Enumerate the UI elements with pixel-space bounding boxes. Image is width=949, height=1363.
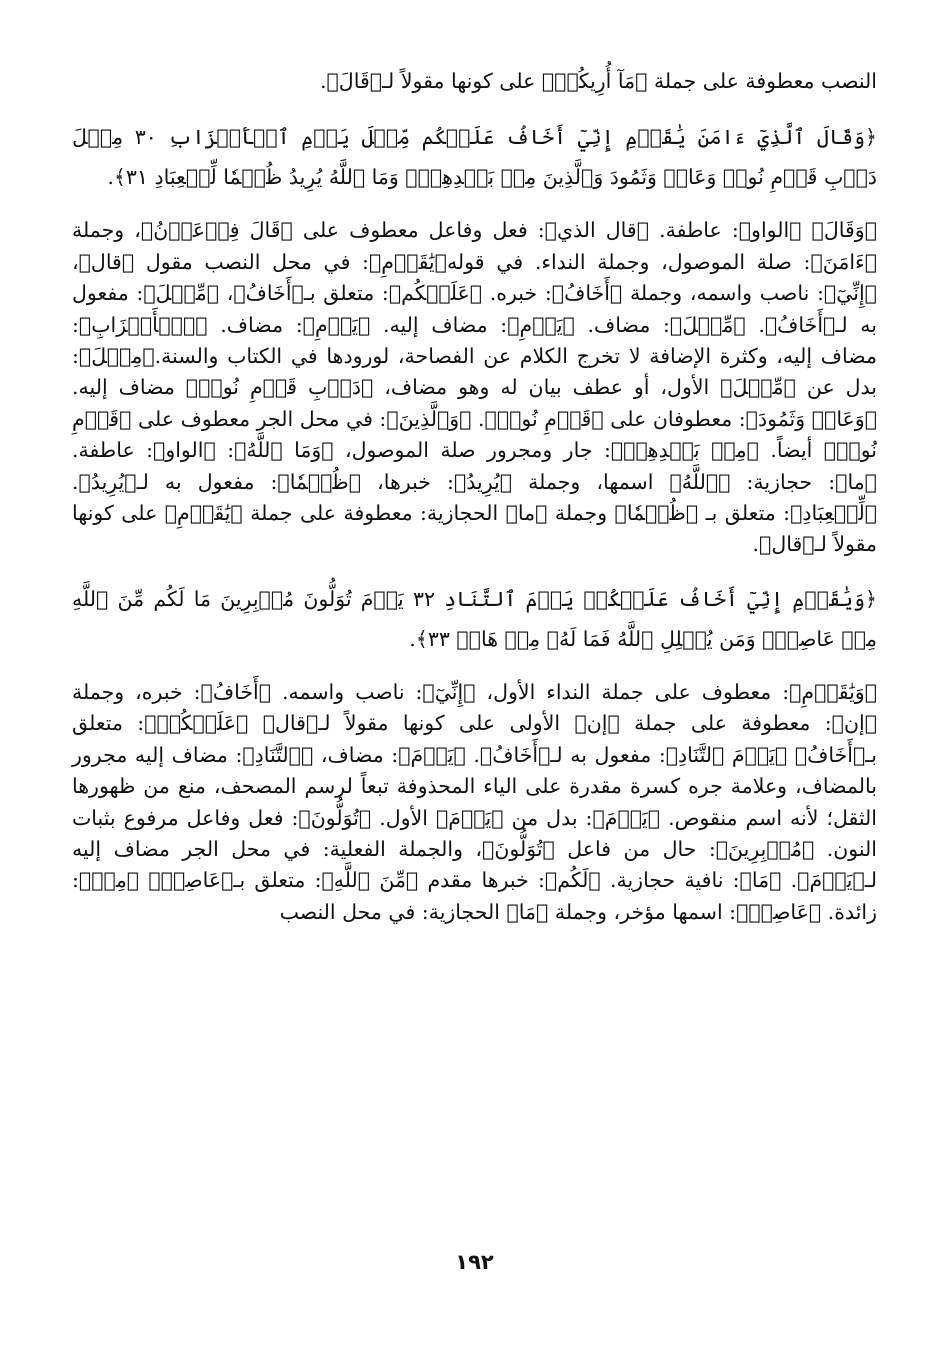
- quran-verse-32-33: ﴿وَيَٰقَوۡمِ إِنِّيٓ أَخَافُ عَلَيۡكُمۡ يَوۡمَ ٱلتَّنَادِ ٣٢ يَوۡمَ تُوَلُّونَ مُدۡبِرِينَ مَا لَكُم مِّنَ ٱللَّهِ مِنۡ عَاصِمٖۗ وَمَن يُضۡلِلِ ٱللَّهُ فَمَا لَهُۥ مِنۡ هَادٖ ٣٣﴾.: [72, 586, 877, 651]
- quran-verse-30-31: ﴿وَقَالَ ٱلَّذِيٓ ءَامَنَ يَٰقَوۡمِ إِنِّيٓ أَخَافُ عَلَيۡكُم مِّثۡلَ يَوۡمِ ٱلۡأَحۡزَابِ ٣٠ مِثۡلَ دَأۡبِ قَوۡمِ نُوحٖ وَعَادٖ وَثَمُودَ وَٱلَّذِينَ مِنۢ بَعۡدِهِمۡۚ وَمَا ٱللَّهُ يُرِيدُ ظُلۡمٗا لِّلۡعِبَادِ ٣١﴾.: [72, 125, 877, 190]
- page-number: ١٩٢: [455, 1250, 494, 1274]
- grammatical-analysis-32-33: ﴿وَيَٰقَوۡمِ﴾: معطوف على جملة النداء الأول، ﴿إِنِّيٓ﴾: ناصب واسمه. ﴿أَخَافُ﴾: خبره، وجملة ﴿إن﴾: معطوفة على جملة ﴿إن﴾ الأولى على كونها مقولاً لـ﴿قال﴾ ﴿عَلَيۡكُمۡ﴾: متعلق بـ﴿أَخَافُ﴾ ﴿يَوۡمَ ٱلتَّنَادِ﴾: مفعول به لـ﴿أَخَافُ﴾. ﴿يَوۡمَ﴾: مضاف، ﴿ٱلتَّنَادِ﴾: مضاف إليه مجرور بالمضاف، وعلامة جره كسرة مقدرة على الياء المحذوفة تبعاً لرسم المصحف، منع من ظهورها الثقل؛ لأنه اسم منقوص. ﴿يَوۡمَ﴾: بدل من ﴿يَوۡمَ﴾ الأول. ﴿تُوَلُّونَ﴾: فعل وفاعل مرفوع بثبات النون. ﴿مُدۡبِرِينَ﴾: حال من فاعل ﴿تُوَلُّونَ﴾، والجملة الفعلية: في محل الجر مضاف إليه لـ﴿يَوۡمَ﴾. ﴿مَا﴾: نافية حجازية. ﴿لَكُم﴾: خبرها مقدم ﴿مِّنَ ٱللَّهِ﴾: متعلق بـ﴿عَاصِمٖ﴾ ﴿مِنۡ﴾: زائدة. ﴿عَاصِمٖ﴾: اسمها مؤخر، وجملة ﴿مَا﴾ الحجازية: في محل النصب: [72, 679, 877, 924]
- page-body: [72, 66, 877, 928]
- grammatical-analysis-30-31: ﴿وَقَالَ﴾ ﴿الواو﴾: عاطفة. ﴿قال الذي﴾: فعل وفاعل معطوف على ﴿قَالَ فِرۡعَوۡنُ﴾، وجملة ﴿ءَامَنَ﴾: صلة الموصول، وجملة النداء. في قوله﴿يَٰقَوۡمِ﴾: في محل النصب مقول ﴿قال﴾، ﴿إِنِّيٓ﴾: ناصب واسمه، وجملة ﴿أَخَافُ﴾: خبره. ﴿عَلَيۡكُم﴾: متعلق بـ﴿أَخَافُ﴾، ﴿مِّثۡلَ﴾: مفعول به لـ﴿أَخَافُ﴾. ﴿مِّثۡلَ﴾: مضاف. ﴿يَوۡمِ﴾: مضاف إليه. ﴿يَوۡمِ﴾: مضاف. ﴿ٱلۡأَحۡزَابِ﴾: مضاف إليه، وكثرة الإضافة لا تخرج الكلام عن الفصاحة، لورودها في الكتاب والسنة.﴿مِثۡلَ﴾: بدل عن ﴿مِّثۡلَ﴾ الأول، أو عطف بيان له وهو مضاف، ﴿دَأۡبِ قَوۡمِ نُوحٖ﴾ مضاف إليه. ﴿وَعَادٖ وَثَمُودَ﴾: معطوفان على ﴿قَوۡمِ نُوحٖ﴾. ﴿وَٱلَّذِينَ﴾: في محل الجر معطوف على ﴿قَوۡمِ نُوحٖ﴾ أيضاً. ﴿مِنۢ بَعۡدِهِمۡ﴾: جار ومجرور صلة الموصول، ﴿وَمَا ٱللَّهُ﴾: ﴿الواو﴾: عاطفة. ﴿ما﴾: حجازية: ﴿ٱللَّهُ﴾ اسمها، وجملة ﴿يُرِيدُ﴾: خبرها، ﴿ظُلۡمٗا﴾: مفعول به لـ﴿يُرِيدُ﴾. ﴿لِّلۡعِبَادِ﴾: متعلق بـ ﴿ظُلۡمٗا﴾ وجملة ﴿ما﴾ الحجازية: معطوفة على جملة ﴿يَٰقَوۡمِ﴾ على كونها مقولاً لـ﴿قال﴾.: [72, 218, 877, 557]
- intro-paragraph: النصب معطوفة على جملة ﴿مَآ أُرِيكُمۡ﴾ على كونها مقولاً لـ﴿قَالَ﴾.: [319, 69, 877, 93]
